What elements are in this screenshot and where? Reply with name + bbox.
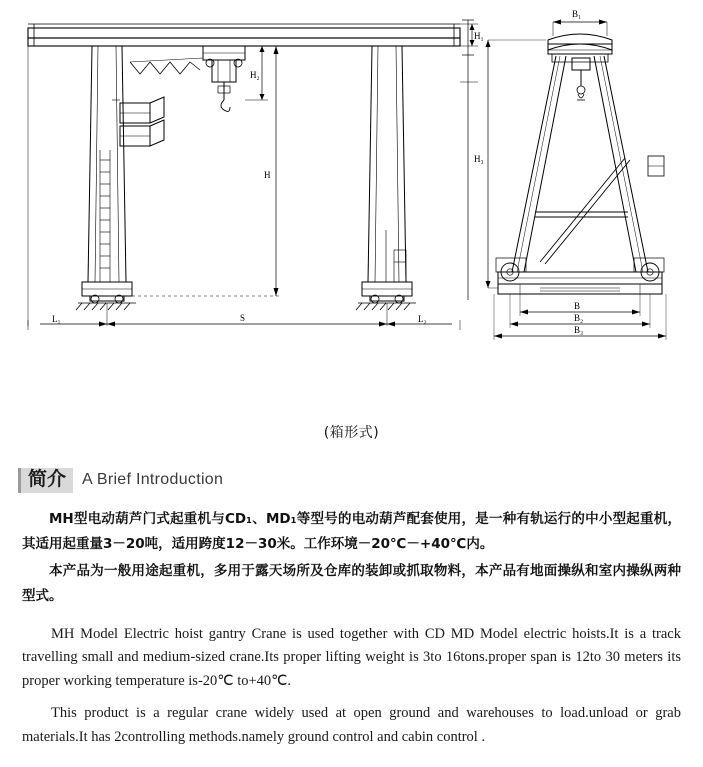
festoon-cable — [130, 58, 203, 74]
label-h: H — [264, 170, 271, 180]
section-title-en: A Brief Introduction — [82, 471, 224, 489]
section-title-cn: 简介 — [18, 468, 73, 493]
en-paragraph-2: This product is a regular crane widely used at open ground and warehouses to load.unload or grab materials.It has 2controlling methods.namely ground control and cabin control . — [22, 705, 681, 745]
dimension-l1 — [40, 322, 107, 327]
side-hoist — [572, 58, 590, 100]
label-b: B — [574, 301, 581, 311]
side-cabinet — [648, 156, 664, 176]
label-h2: H₂ — [250, 70, 260, 80]
label-s: S — [240, 313, 246, 323]
label-h1: H₁ — [474, 31, 484, 41]
ground-symbol-right — [356, 303, 416, 310]
section-heading — [18, 468, 703, 493]
label-b1: B₁ — [572, 9, 582, 19]
figure-caption: (箱形式) — [323, 425, 380, 441]
main-girder — [28, 28, 460, 46]
label-h3: H₃ — [474, 154, 484, 164]
dimension-span — [107, 322, 387, 327]
control-cabinet — [112, 97, 164, 146]
dimension-h — [274, 46, 279, 296]
label-b3: B₃ — [574, 325, 584, 335]
side-legs — [512, 56, 648, 272]
label-l1: L₁ — [52, 314, 61, 324]
left-leg — [82, 46, 132, 303]
cn-paragraph-2: 本产品为一般用途起重机，多用于露天场所及仓库的装卸或抓取物料，本产品有地面操纵和室内操纵两种型式。 — [22, 562, 681, 604]
english-block — [22, 623, 681, 749]
side-base-frame — [496, 258, 664, 294]
introduction-body — [22, 507, 681, 749]
cross-brace — [535, 158, 630, 264]
front-view-dimension-lines — [455, 20, 474, 300]
ground-symbol-left — [76, 303, 136, 310]
electric-hoist-trolley — [203, 46, 245, 111]
dimension-h3 — [486, 40, 547, 288]
right-leg — [362, 46, 412, 303]
cn-paragraph-1: MH型电动葫芦门式起重机与CD₁、MD₁等型号的电动葫芦配套使用，是一种有轨运行的中小型起重机，其适用起重量3－20吨，适用跨度12－30米。工作环境－20℃－+40℃内。 — [22, 510, 681, 552]
label-l2: L₂ — [418, 314, 427, 324]
label-b2: B₂ — [574, 313, 584, 323]
en-paragraph-1: MH Model Electric hoist gantry Crane is used together with CD MD Model electric hoists.It is a track travelling small and medium-sized crane.Its proper lifting weight is 3to 16tons.proper span is 12to 30 meters its proper working temperature is-20℃ to+40℃. — [22, 625, 681, 689]
access-ladder — [100, 150, 110, 282]
